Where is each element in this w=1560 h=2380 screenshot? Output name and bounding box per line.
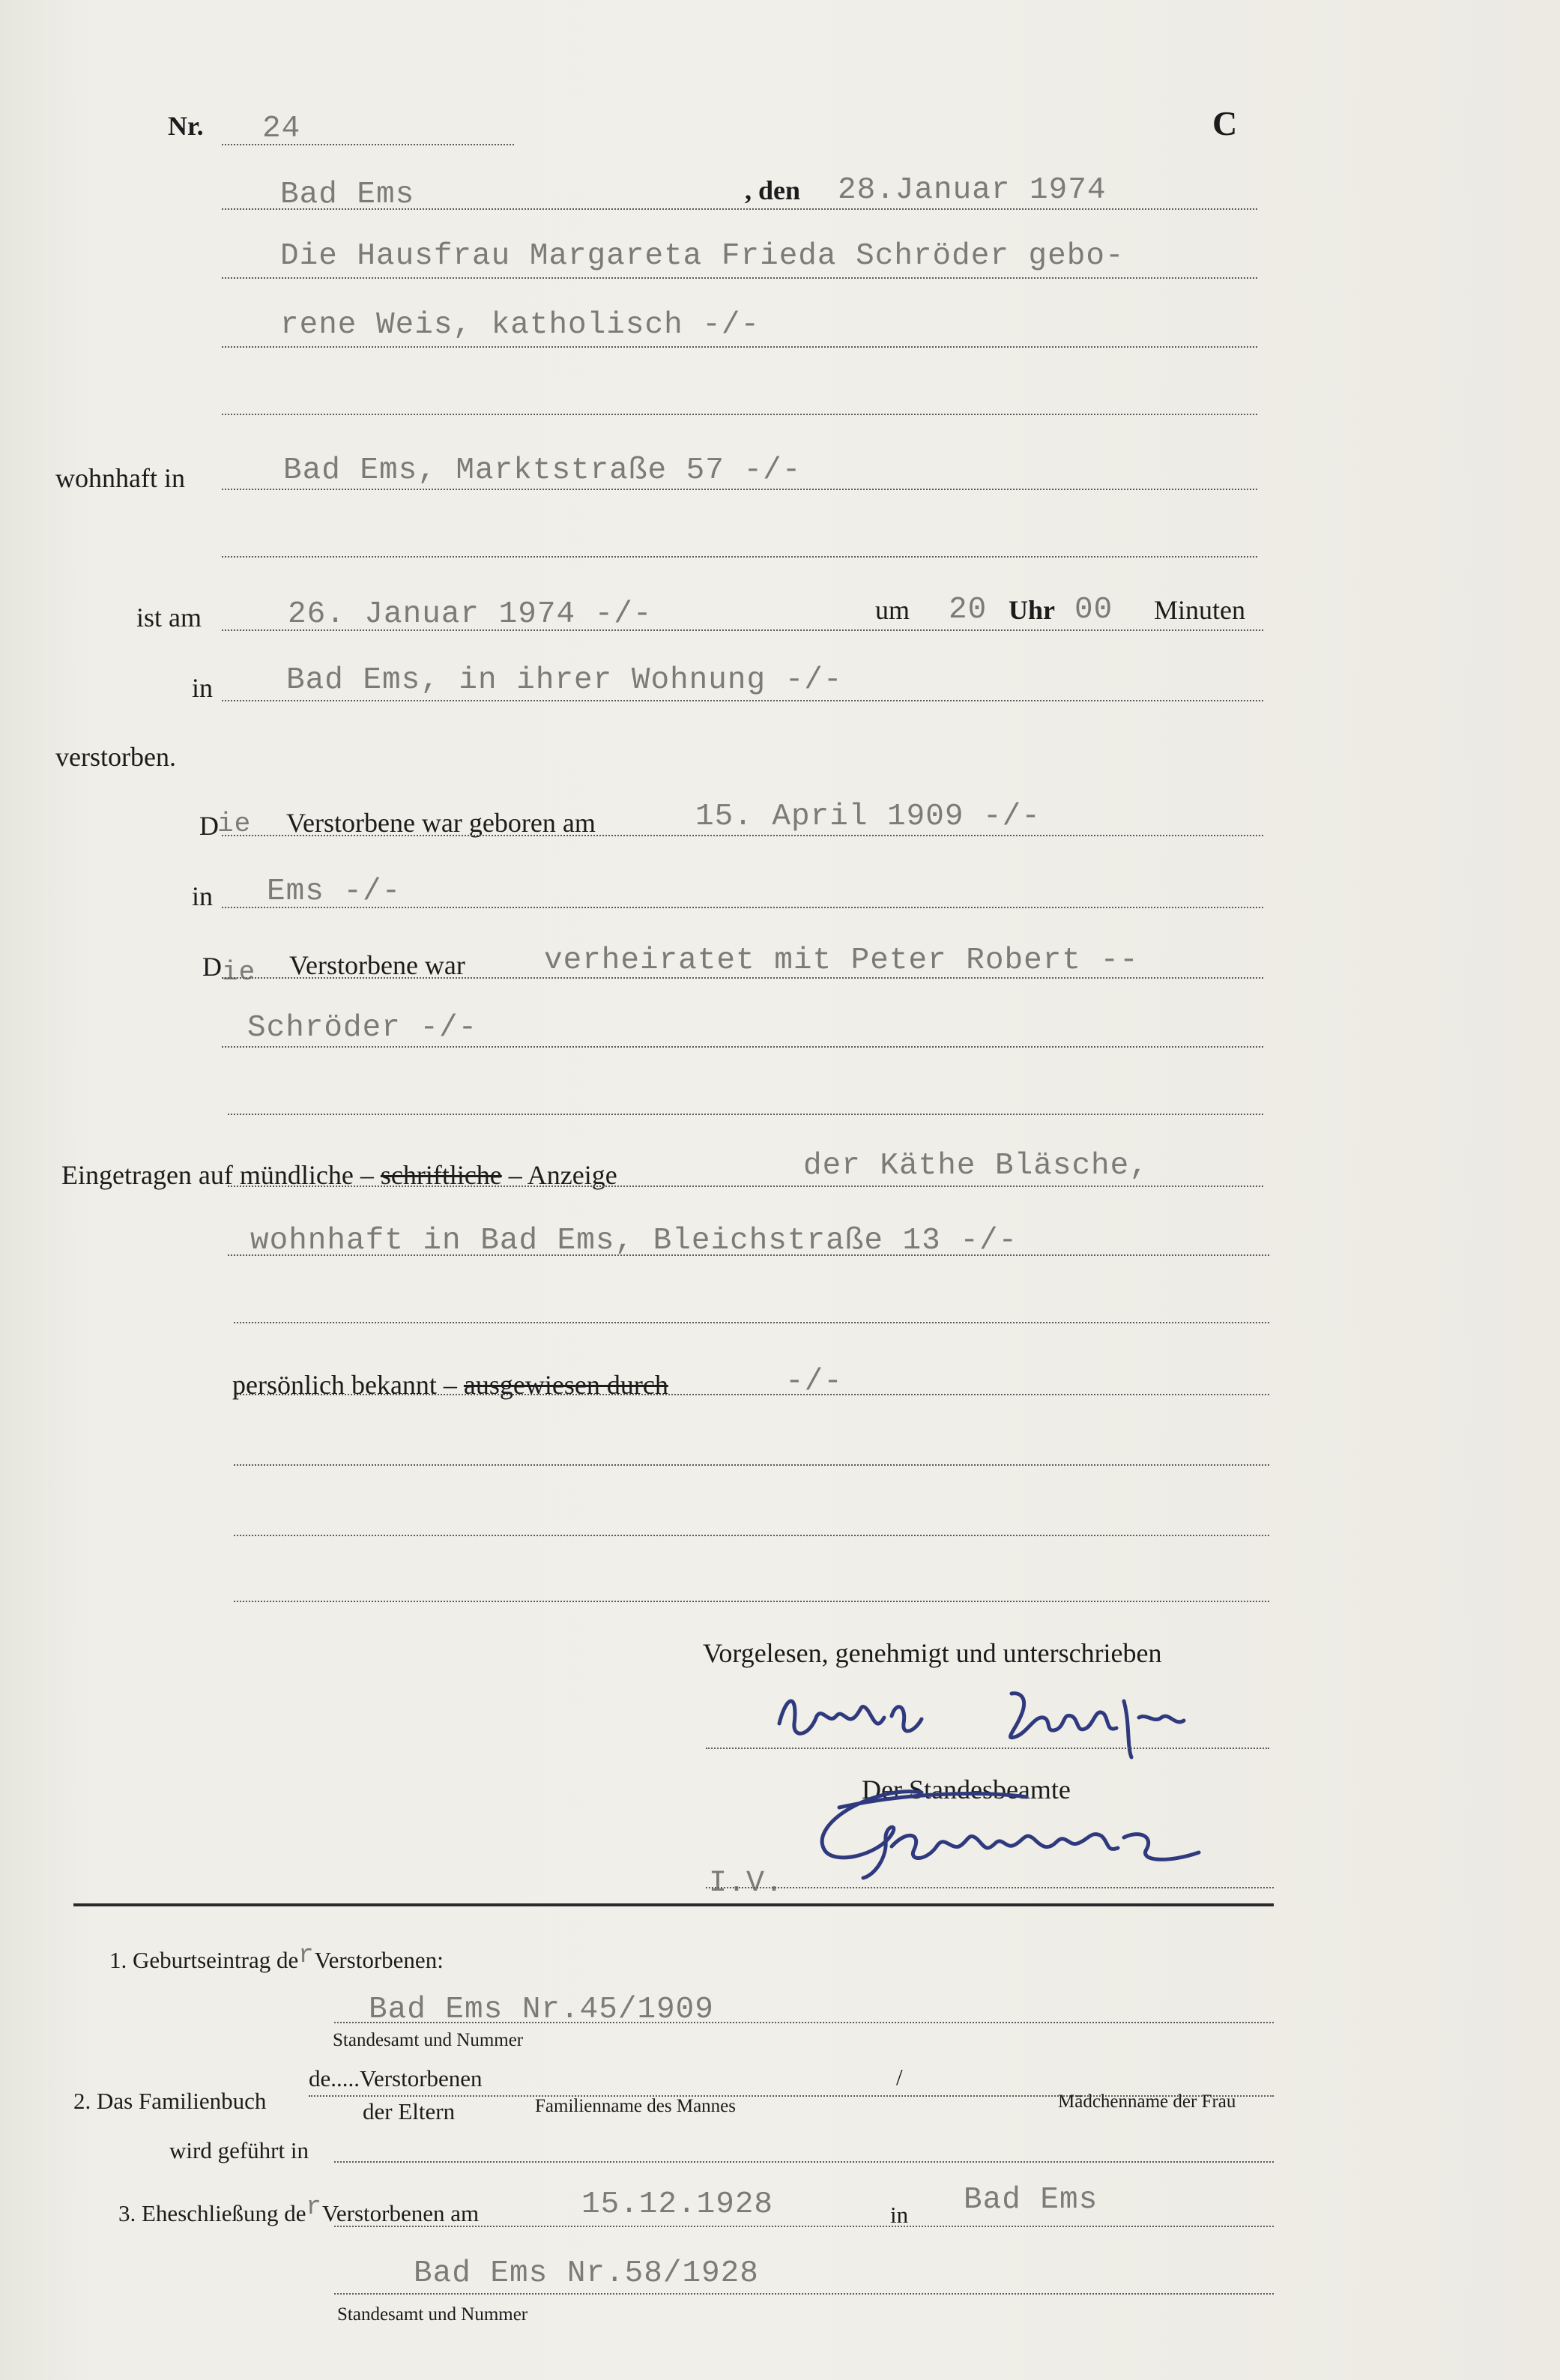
marital-rule-3 bbox=[228, 1114, 1263, 1115]
birth-place: Ems -/- bbox=[267, 875, 402, 909]
marital-rule-2 bbox=[222, 1046, 1263, 1048]
informant-signature bbox=[764, 1671, 1244, 1769]
report-label-a: Eingetragen auf mündliche – bbox=[61, 1160, 374, 1190]
item1-caption: Standesamt und Nummer bbox=[333, 2030, 524, 2050]
item3-date: 15.12.1928 bbox=[581, 2187, 774, 2222]
person-line-3-rule bbox=[222, 414, 1257, 415]
birth-date-rule bbox=[222, 835, 1263, 836]
report-rule-1 bbox=[228, 1186, 1263, 1187]
item2-option-1: de.....Verstorbenen bbox=[309, 2065, 483, 2091]
item3-label-b: Verstorbenen am bbox=[321, 2200, 480, 2226]
birth-ie-typed: ie bbox=[217, 809, 252, 839]
minuten-label: Minuten bbox=[1154, 595, 1245, 625]
registrar-signature bbox=[794, 1775, 1259, 1890]
identification-label-a: persönlich bekannt – bbox=[232, 1370, 457, 1400]
residence-rule bbox=[222, 489, 1257, 490]
death-in-label: in bbox=[192, 673, 214, 703]
report-label-b: – Anzeige bbox=[508, 1160, 617, 1190]
identification-rule-1 bbox=[234, 1394, 1269, 1395]
item1-label bbox=[109, 1942, 444, 1975]
marital-ie-typed: ie bbox=[222, 957, 256, 988]
item1-value: Bad Ems Nr.45/1909 bbox=[369, 1993, 714, 2027]
register-letter: C bbox=[1212, 104, 1238, 142]
item3-place: Bad Ems bbox=[964, 2183, 1098, 2217]
death-date: 26. Januar 1974 -/- bbox=[288, 597, 653, 632]
marital-rule-1 bbox=[222, 977, 1263, 979]
birth-place-rule bbox=[222, 907, 1263, 908]
marital-label: Verstorbene war bbox=[289, 950, 465, 980]
section-divider bbox=[73, 1903, 1274, 1906]
um-label: um bbox=[875, 595, 910, 625]
death-place: Bad Ems, in ihrer Wohnung -/- bbox=[286, 663, 843, 698]
nr-label: Nr. bbox=[168, 111, 204, 141]
report-value-1: der Käthe Bläsche, bbox=[803, 1149, 1149, 1183]
report-value-2: wohnhaft in Bad Ems, Bleichstraße 13 -/- bbox=[250, 1224, 1018, 1258]
verstorben-label: verstorben. bbox=[55, 742, 176, 772]
item3-caption: Standesamt und Nummer bbox=[337, 2304, 528, 2325]
vorgelesen-text: Vorgelesen, genehmigt und unterschrieben bbox=[703, 1638, 1162, 1668]
marital-value-2: Schröder -/- bbox=[247, 1011, 478, 1045]
item1-rule bbox=[334, 2022, 1274, 2023]
item3-value: Bad Ems Nr.58/1928 bbox=[414, 2256, 759, 2291]
birth-in-label: in bbox=[192, 881, 214, 911]
person-line-1-rule bbox=[222, 277, 1257, 279]
nr-line bbox=[222, 144, 514, 145]
registrar-signature-rule bbox=[706, 1887, 1274, 1888]
report-label-struck: schriftliche bbox=[380, 1160, 502, 1190]
identification-value: -/- bbox=[785, 1365, 843, 1399]
nr-value: 24 bbox=[262, 112, 301, 146]
standesbeamte-label: Der Standesbeamte bbox=[862, 1775, 1071, 1804]
person-line-2-rule bbox=[222, 346, 1257, 348]
date-value: 28.Januar 1974 bbox=[838, 173, 1107, 208]
item2-caption-frau: Mädchenname der Frau bbox=[1058, 2091, 1236, 2112]
ist-am-label: ist am bbox=[136, 602, 202, 632]
identification-rule-3 bbox=[234, 1535, 1269, 1536]
residence-value: Bad Ems, Marktstraße 57 -/- bbox=[283, 453, 802, 488]
death-minutes: 00 bbox=[1074, 593, 1113, 627]
item2-gefuehrt-label: wird geführt in bbox=[169, 2137, 309, 2163]
item2-slash: / bbox=[896, 2064, 903, 2090]
item3-label-a: 3. Eheschließung de bbox=[118, 2200, 306, 2226]
item3-in-label: in bbox=[890, 2202, 909, 2228]
birth-d-prefix: D bbox=[199, 811, 219, 841]
death-hour: 20 bbox=[949, 593, 988, 627]
person-line-1: Die Hausfrau Margareta Frieda Schröder gebo- bbox=[280, 239, 1125, 274]
item1-label-b: Verstorbenen: bbox=[314, 1947, 444, 1973]
identification-rule-4 bbox=[234, 1601, 1269, 1602]
identification-rule-2 bbox=[234, 1464, 1269, 1466]
item1-label-a: 1. Geburtseintrag de bbox=[109, 1947, 299, 1973]
residence-rule-2 bbox=[222, 556, 1257, 558]
death-date-rule bbox=[222, 629, 1263, 631]
person-line-2: rene Weis, katholisch -/- bbox=[280, 308, 761, 342]
item3-label bbox=[118, 2193, 480, 2228]
death-place-rule bbox=[222, 700, 1263, 701]
item2-label: 2. Das Familienbuch bbox=[73, 2088, 267, 2114]
birth-date: 15. April 1909 -/- bbox=[695, 800, 1041, 834]
den-label: , den bbox=[745, 175, 801, 205]
birth-label: Verstorbene war geboren am bbox=[286, 808, 596, 838]
report-rule-2 bbox=[228, 1254, 1269, 1256]
item2-gefuehrt-rule bbox=[334, 2161, 1274, 2163]
iv-label: I.V. bbox=[709, 1867, 784, 1900]
item3-typed: r bbox=[306, 2193, 322, 2222]
marital-d-prefix: D bbox=[202, 952, 222, 982]
marital-value-1: verheiratet mit Peter Robert -- bbox=[544, 943, 1139, 978]
item2-caption-mann: Familienname des Mannes bbox=[535, 2096, 736, 2116]
item2-option-2: der Eltern bbox=[363, 2098, 456, 2124]
place-line bbox=[222, 208, 1257, 210]
uhr-label: Uhr bbox=[1009, 595, 1055, 625]
item3-rule bbox=[334, 2226, 1274, 2227]
item1-typed: r bbox=[298, 1942, 315, 1970]
informant-signature-rule bbox=[706, 1748, 1269, 1749]
wohnhaft-label: wohnhaft in bbox=[55, 463, 185, 493]
report-rule-3 bbox=[234, 1322, 1269, 1323]
item3-value-rule bbox=[334, 2293, 1274, 2295]
identification-label-struck: ausgewiesen durch bbox=[463, 1370, 668, 1400]
place-value: Bad Ems bbox=[280, 178, 415, 212]
report-label bbox=[61, 1162, 617, 1189]
